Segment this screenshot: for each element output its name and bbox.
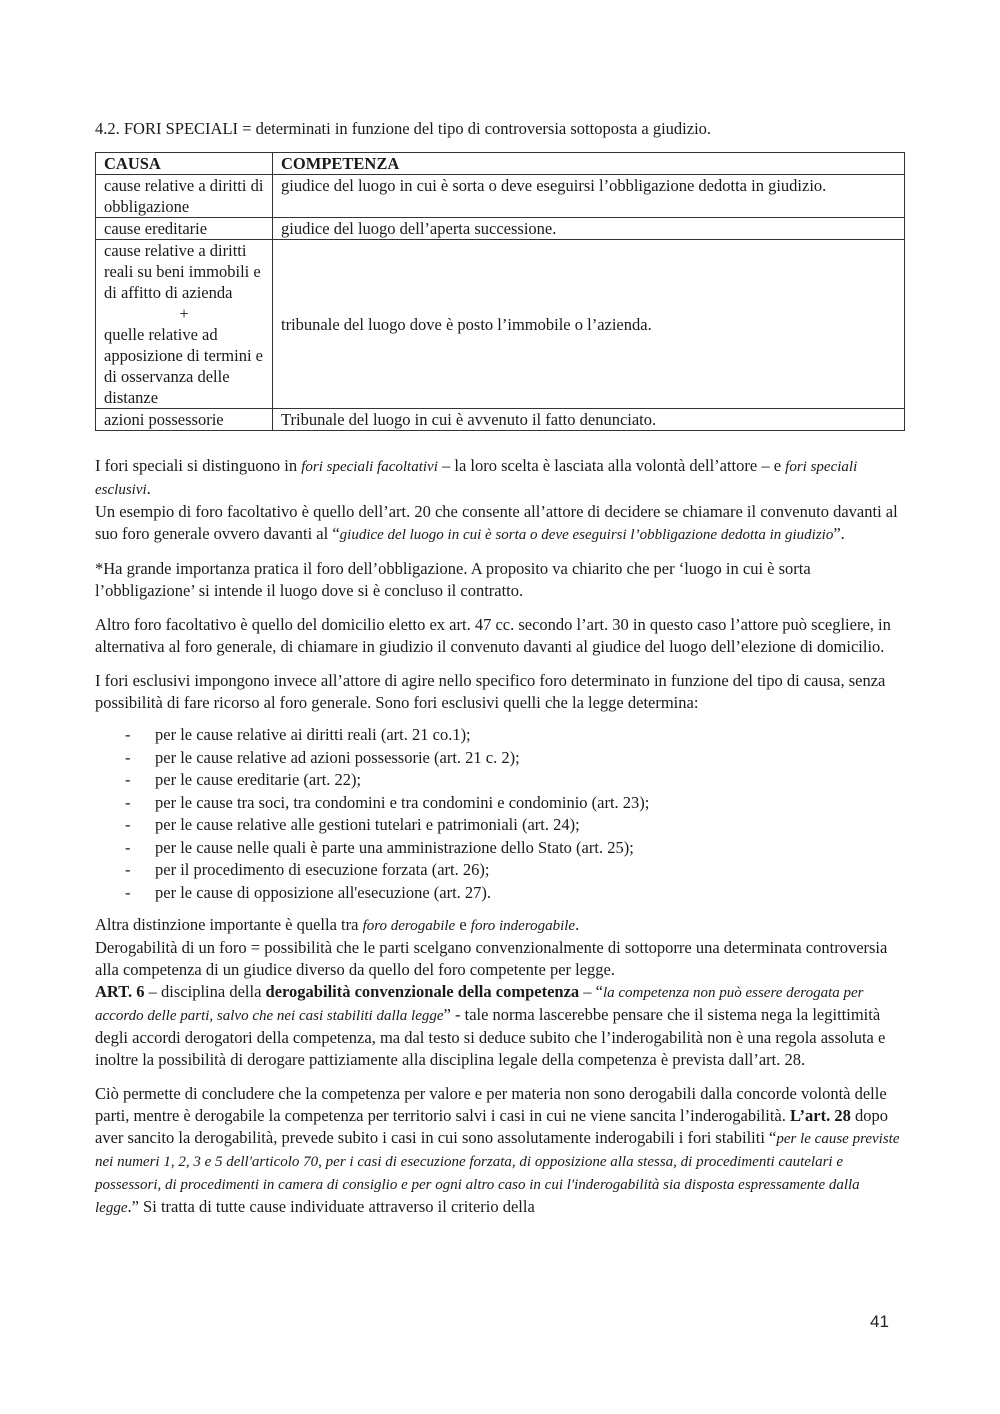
paragraph-art-28	[95, 1083, 905, 1219]
cell-causa: cause relative a diritti di obbligazione	[96, 175, 273, 218]
paragraph-derogabilita-definition: Derogabilità di un foro = possibilità che le parti scelgano convenzionalmente di sottoporre una determinata controversia alla competenza di un giudice diverso da quello del foro competente per legge.	[95, 938, 888, 979]
list-item: - per le cause relative ai diritti reali (art. 21 co.1);	[95, 724, 905, 747]
cell-causa: azioni possessorie	[96, 409, 273, 431]
text: dopo aver sancito la derogabilità, prevede subito i casi in cui sono assolutamente inderogabili i fori stabiliti “	[95, 1106, 888, 1147]
cell-causa	[96, 240, 273, 409]
document-page	[95, 118, 905, 1219]
paragraph-fori-esclusivi: I fori esclusivi impongono invece all’attore di agire nello specifico foro determinato in funzione del tipo di causa, senza possibilità di fare ricorso al foro generale. Sono fori esclusivi quelli che la legge determina:	[95, 671, 886, 712]
text: .” Si tratta di tutte cause individuate attraverso il criterio della	[127, 1197, 535, 1216]
cell-competenza: tribunale del luogo dove è posto l’immobile o l’azienda.	[273, 240, 905, 409]
paragraph-art-6	[95, 981, 905, 1071]
bold-article: ART. 6	[95, 982, 145, 1001]
list-item: - per il procedimento di esecuzione forzata (art. 26);	[95, 859, 905, 882]
text: – “	[579, 982, 603, 1001]
header-competenza: COMPETENZA	[273, 153, 905, 175]
text: Altra distinzione importante è quella tra	[95, 915, 363, 934]
list-item: - per le cause nelle quali è parte una amministrazione dello Stato (art. 25);	[95, 837, 905, 860]
paragraph-note-obbligazione: *Ha grande importanza pratica il foro dell’obbligazione. A proposito va chiarito che per ‘luogo in cui è sorta l’obbligazione’ si intende il luogo dove si è concluso il contratto.	[95, 559, 811, 600]
italic-term: fori speciali facoltativi	[301, 459, 438, 475]
cell-causa-part-b: quelle relative ad apposizione di termini e di osservanza delle distanze	[104, 325, 263, 407]
cell-competenza: giudice del luogo dell’aperta successione.	[273, 218, 905, 240]
table-row	[96, 218, 905, 240]
cell-causa-part-a: cause relative a diritti reali su beni immobili e di affitto di azienda	[104, 241, 261, 302]
paragraph-foro-facoltativo	[95, 501, 905, 546]
list-item: - per le cause ereditarie (art. 22);	[95, 769, 905, 792]
text: I fori speciali si distinguono in	[95, 456, 302, 475]
plus-sign: +	[179, 304, 189, 323]
text: – disciplina della	[144, 982, 266, 1001]
table-header-row	[96, 153, 905, 175]
italic-quote: la competenza non può essere derogata per accordo delle parti, salvo che nei casi stabiliti dalla legge	[95, 985, 864, 1024]
section-heading: 4.2. FORI SPECIALI = determinati in funzione del tipo di controversia sottoposta a giudizio.	[95, 119, 712, 138]
text: ” - tale norma lascerebbe pensare che il sistema nega la legittimità degli accordi derogatori della competenza, ma dal testo si deduce subito che l’inderogabilità non è una regola assoluta e inoltre la possibilità di derogare pattiziamente alla disciplina legale della competenza è prevista dall’art. 28.	[95, 1005, 886, 1069]
text: .	[146, 479, 151, 498]
text: .	[575, 915, 580, 934]
table-row	[96, 175, 905, 218]
bold-article: L’art. 28	[790, 1106, 851, 1125]
text: e	[455, 915, 471, 934]
list-item: - per le cause relative ad azioni possessorie (art. 21 c. 2);	[95, 747, 905, 770]
italic-term: foro derogabile	[362, 918, 456, 934]
list-item: - per le cause tra soci, tra condomini e tra condomini e condominio (art. 23);	[95, 792, 905, 815]
text: Ciò permette di concludere che la competenza per valore e per materia non sono derogabili dalla concorde volontà delle parti, mentre è derogabile la competenza per territorio salvi i casi in cui ne viene sancita l’inderogabilità.	[95, 1084, 887, 1125]
italic-term: foro inderogabile	[470, 918, 576, 934]
table-row	[96, 240, 905, 409]
exclusive-fora-list	[95, 724, 905, 904]
cell-causa: cause ereditarie	[96, 218, 273, 240]
page-number: 41	[870, 1312, 889, 1331]
text: ”.	[833, 524, 845, 543]
text: Un esempio di foro facoltativo è quello dell’art. 20 che consente all’attore di decidere se chiamare il convenuto davanti al suo foro generale ovvero davanti al “	[95, 502, 898, 543]
competence-table	[95, 152, 905, 431]
paragraph-fori-speciali	[95, 455, 905, 501]
italic-quote: per le cause previste nei numeri 1, 2, 3 e 5 dell'articolo 70, per i casi di esecuzione forzata, di opposizione alla stessa, di procedimenti cautelari e possessori, di procedimenti in camera di consiglio e per ogni altro caso in cui l'inderogabilità sia disposta espressamente dalla legge	[95, 1131, 900, 1216]
italic-term: fori speciali esclusivi	[95, 459, 858, 498]
paragraph-domicilio-eletto: Altro foro facoltativo è quello del domicilio eletto ex art. 47 cc. secondo l’art. 30 in questo caso l’attore può scegliere, in alternativa al foro generale, di chiamare in giudizio il convenuto davanti al giudice del luogo dell’elezione di domicilio.	[95, 615, 891, 656]
bold-term: derogabilità convenzionale della competenza	[265, 982, 580, 1001]
table-row	[96, 409, 905, 431]
text: – la loro scelta è lasciata alla volontà dell’attore – e	[437, 456, 786, 475]
cell-competenza: giudice del luogo in cui è sorta o deve eseguirsi l’obbligazione dedotta in giudizio.	[273, 175, 905, 218]
list-item: - per le cause relative alle gestioni tutelari e patrimoniali (art. 24);	[95, 814, 905, 837]
cell-competenza: Tribunale del luogo in cui è avvenuto il fatto denunciato.	[273, 409, 905, 431]
italic-quote: giudice del luogo in cui è sorta o deve eseguirsi l’obbligazione dedotta in giudizio	[339, 527, 834, 543]
list-item: - per le cause di opposizione all'esecuzione (art. 27).	[95, 882, 905, 905]
paragraph-derogabile	[95, 914, 905, 937]
header-causa: CAUSA	[96, 153, 273, 175]
